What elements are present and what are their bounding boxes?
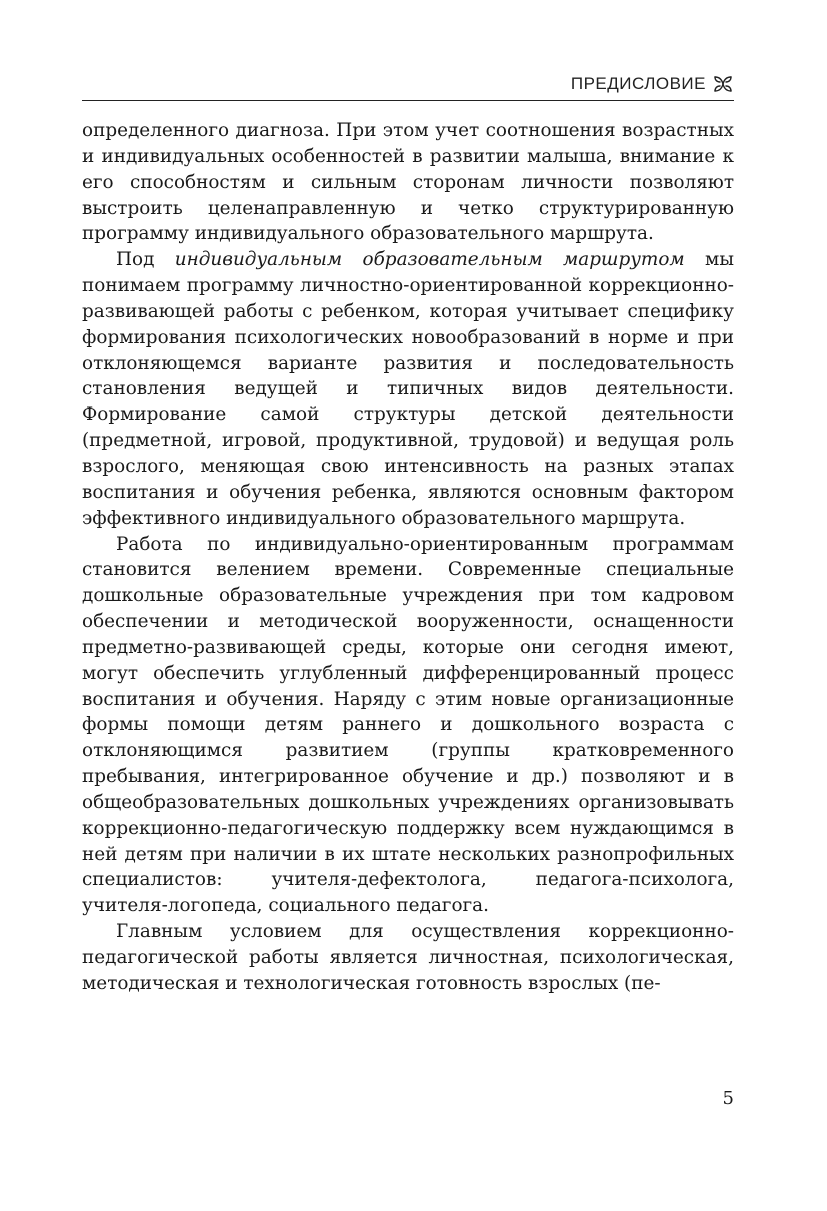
- paragraph-3: Работа по индивидуально-ориентированным программам становится велением времени. Современные специальные дошкольные образовательные учреждения при том кадровом обеспечении и методической вооруженности, оснащенности предметно-развивающей среды, которые они сегодня имеют, могут обеспечить углубленный дифференцированный процесс воспитания и обучения. Наряду с этим новые организационные формы помощи детям раннего и дошкольного возраста с отклоняющимся развитием (группы кратковременного пребывания, интегрированное обучение и др.) позволяют и в общеобразовательных дошкольных учреждениях организовывать коррекционно-педагогическую поддержку всем нуждающимся в ней детям при наличии в их штате нескольких разнопрофильных специалистов: учителя-дефектолога, педагога-психолога, учителя-логопеда, социального педагога.: [82, 533, 734, 917]
- running-head-title: ПРЕДИСЛОВИЕ: [570, 74, 706, 93]
- paragraph-2-rest: мы понимаем программу личностно-ориентированной коррекционно-развивающей работы с ребенком, которая учитывает специфику формирования психологических новообразований в норме и при отклоняющемся варианте развития и последовательность становления ведущей и типичных видов деятельности. Формирование самой структуры детской деятельности (предметной, игровой, продуктивной, трудовой) и ведущая роль взрослого, меняющая свою интенсивность на разных этапах воспитания и обучения ребенка, являются основным фактором эффективного индивидуального образовательного маршрута.: [82, 249, 734, 529]
- page-number: 5: [722, 1088, 734, 1109]
- paragraph-2-start: Под: [116, 249, 155, 271]
- paragraph-4: Главным условием для осуществления коррекционно-педагогической работы является личностная, психологическая, методическая и технологическая готовность взрослых (пе-: [82, 921, 734, 994]
- term-individual-route: индивидуальным образовательным маршрутом: [174, 249, 685, 271]
- paragraph-1: определенного диагноза. При этом учет соотношения возрастных и индивидуальных особенностей в развитии малыша, внимание к его способностям и сильным сторонам личности позволяют выстроить целенаправленную и четко структурированную программу индивидуального образовательного маршрута.: [82, 120, 734, 245]
- body-text: [82, 118, 734, 997]
- running-head: [571, 74, 734, 94]
- page-header: [82, 68, 734, 101]
- paragraph-2: [82, 247, 734, 531]
- fleuron-icon: [712, 74, 734, 94]
